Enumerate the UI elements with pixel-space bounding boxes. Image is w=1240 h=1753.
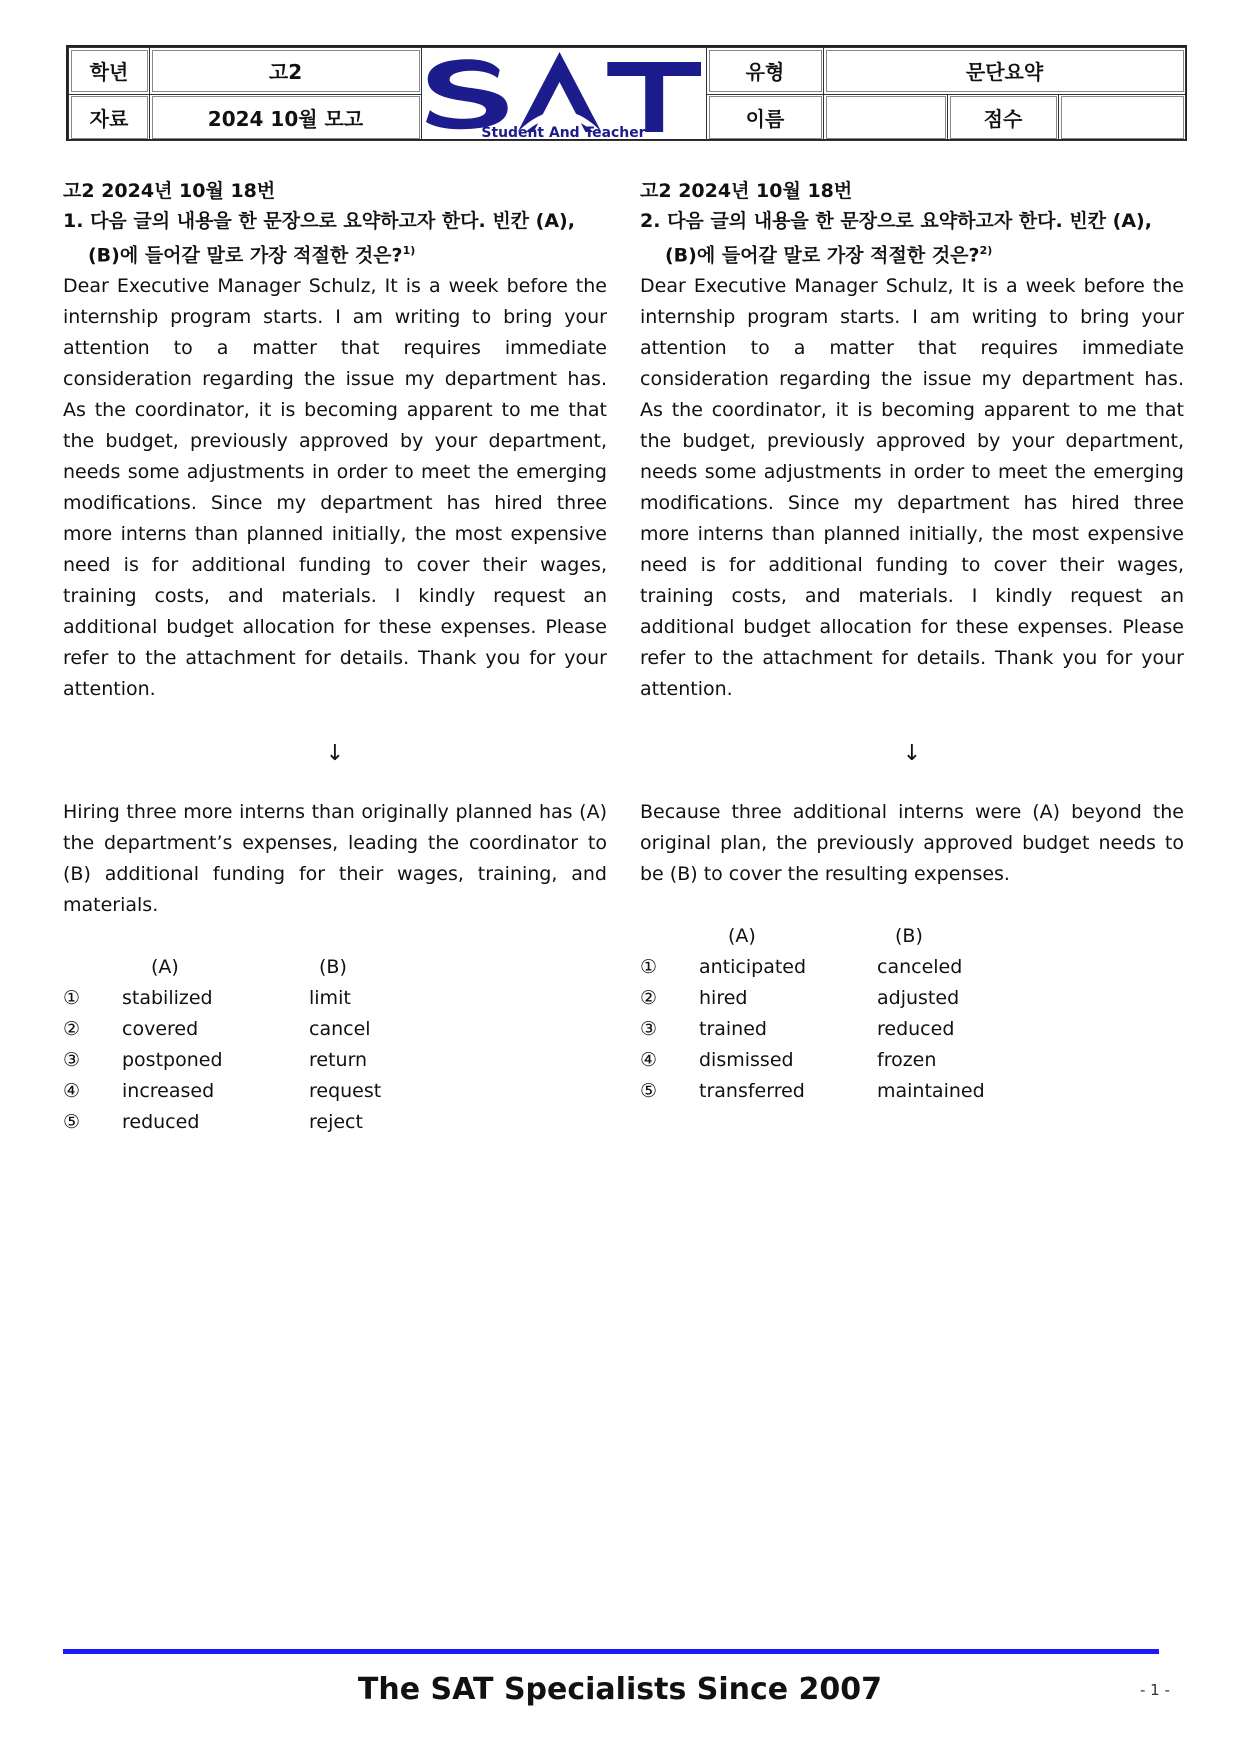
- question-number: 2.: [640, 210, 661, 232]
- logo-subtitle: Student And Teacher: [481, 124, 646, 140]
- choice-mark: ②: [63, 1018, 81, 1041]
- header-table: [66, 45, 1187, 141]
- prompt-line-1: 다음 글의 내용을 한 문장으로 요약하고자 한다. 빈칸 (A),: [667, 210, 1152, 232]
- question-2: [640, 176, 1184, 1107]
- choice-option[interactable]: [63, 1076, 607, 1107]
- choice-b: frozen: [877, 1049, 937, 1072]
- choice-a: dismissed: [699, 1049, 794, 1072]
- question-source: 고2 2024년 10월 18번: [63, 180, 276, 202]
- type-label: 유형: [707, 48, 824, 95]
- score-field[interactable]: [1059, 94, 1186, 141]
- choice-option[interactable]: [63, 1014, 607, 1045]
- summary-sentence: Hiring three more interns than originally planned has (A) the department’s expenses, leading the coordinator to (B) additional funding for their wages, training, and materials.: [63, 801, 607, 917]
- question-source: 고2 2024년 10월 18번: [640, 180, 853, 202]
- choice-b: return: [309, 1049, 368, 1072]
- choice-header: [640, 921, 1184, 952]
- sat-logo: [422, 48, 707, 141]
- question-1: [63, 176, 607, 1138]
- material-label: 자료: [69, 94, 150, 141]
- choice-option[interactable]: [640, 1014, 1184, 1045]
- column-b-header: (B): [319, 956, 347, 979]
- type-value: 문단요약: [824, 48, 1186, 95]
- question-prompt: [640, 206, 1184, 270]
- choice-b: canceled: [877, 956, 963, 979]
- footnote-mark: 2): [979, 244, 993, 257]
- choice-b: request: [309, 1080, 382, 1103]
- footer-divider: [63, 1649, 1159, 1654]
- footer-slogan: The SAT Specialists Since 2007: [357, 1672, 883, 1707]
- choice-a: reduced: [122, 1111, 200, 1134]
- question-prompt: [63, 206, 607, 270]
- passage: Dear Executive Manager Schulz, It is a week before the internship program starts. I am writing to bring your attention to a matter that requires immediate consideration regarding the issue my department has. As the coordinator, it is becoming apparent to me that the budget, previously approved by your department, needs some adjustments in order to meet the emerging modifications. Since my department has hired three more interns than planned initially, the most expensive need is for additional funding to cover their wages, training costs, and materials. I kindly request an additional budget allocation for these expenses. Please refer to the attachment for details. Thank you for your attention.: [640, 275, 1184, 701]
- choice-mark: ③: [63, 1049, 81, 1072]
- choice-mark: ①: [63, 987, 81, 1010]
- summary-sentence: Because three additional interns were (A) beyond the original plan, the previously approved budget needs to be (B) to cover the resulting expenses.: [640, 801, 1184, 886]
- choice-b: maintained: [877, 1080, 985, 1103]
- choice-mark: ③: [640, 1018, 658, 1041]
- column-a-header: (A): [151, 956, 179, 979]
- question-number: 1.: [63, 210, 84, 232]
- grade-value: 고2: [150, 48, 422, 95]
- choice-a: covered: [122, 1018, 199, 1041]
- score-label: 점수: [948, 94, 1059, 141]
- page-number: - 1 -: [1140, 1681, 1170, 1699]
- choice-b: limit: [309, 987, 351, 1010]
- choice-option[interactable]: [640, 1045, 1184, 1076]
- choice-a: postponed: [122, 1049, 223, 1072]
- prompt-line-2: (B)에 들어갈 말로 가장 적절한 것은?: [665, 244, 980, 267]
- choice-option[interactable]: [640, 983, 1184, 1014]
- choice-mark: ⑤: [640, 1080, 658, 1103]
- column-a-header: (A): [728, 925, 756, 948]
- prompt-line-1: 다음 글의 내용을 한 문장으로 요약하고자 한다. 빈칸 (A),: [90, 210, 575, 232]
- choice-b: reduced: [877, 1018, 955, 1041]
- choice-a: hired: [699, 987, 748, 1010]
- choice-option[interactable]: [640, 1076, 1184, 1107]
- down-arrow-icon: ↓: [325, 741, 345, 767]
- choice-a: stabilized: [122, 987, 213, 1010]
- choice-option[interactable]: [63, 1107, 607, 1138]
- down-arrow-icon: ↓: [902, 741, 922, 767]
- footnote-mark: 1): [402, 244, 416, 257]
- choice-mark: ④: [640, 1049, 658, 1072]
- choice-b: cancel: [309, 1018, 371, 1041]
- choice-option[interactable]: [63, 1045, 607, 1076]
- material-value: 2024 10월 모고: [150, 94, 422, 141]
- choice-option[interactable]: [640, 952, 1184, 983]
- choice-mark: ⑤: [63, 1111, 81, 1134]
- choice-a: anticipated: [699, 956, 807, 979]
- choice-a: trained: [699, 1018, 767, 1041]
- answer-choices: [640, 921, 1184, 1107]
- choice-a: increased: [122, 1080, 215, 1103]
- choice-a: transferred: [699, 1080, 805, 1103]
- column-b-header: (B): [895, 925, 923, 948]
- sat-logo-graphic: [422, 48, 706, 140]
- choice-mark: ④: [63, 1080, 81, 1103]
- name-field[interactable]: [824, 94, 948, 141]
- choice-option[interactable]: [63, 983, 607, 1014]
- choice-mark: ②: [640, 987, 658, 1010]
- choice-b: adjusted: [877, 987, 960, 1010]
- name-label: 이름: [707, 94, 824, 141]
- choice-mark: ①: [640, 956, 658, 979]
- grade-label: 학년: [69, 48, 150, 95]
- choice-b: reject: [309, 1111, 363, 1134]
- choice-header: [63, 952, 607, 983]
- passage: Dear Executive Manager Schulz, It is a week before the internship program starts. I am writing to bring your attention to a matter that requires immediate consideration regarding the issue my department has. As the coordinator, it is becoming apparent to me that the budget, previously approved by your department, needs some adjustments in order to meet the emerging modifications. Since my department has hired three more interns than planned initially, the most expensive need is for additional funding to cover their wages, training costs, and materials. I kindly request an additional budget allocation for these expenses. Please refer to the attachment for details. Thank you for your attention.: [63, 275, 607, 701]
- prompt-line-2: (B)에 들어갈 말로 가장 적절한 것은?: [88, 244, 403, 267]
- answer-choices: [63, 952, 607, 1138]
